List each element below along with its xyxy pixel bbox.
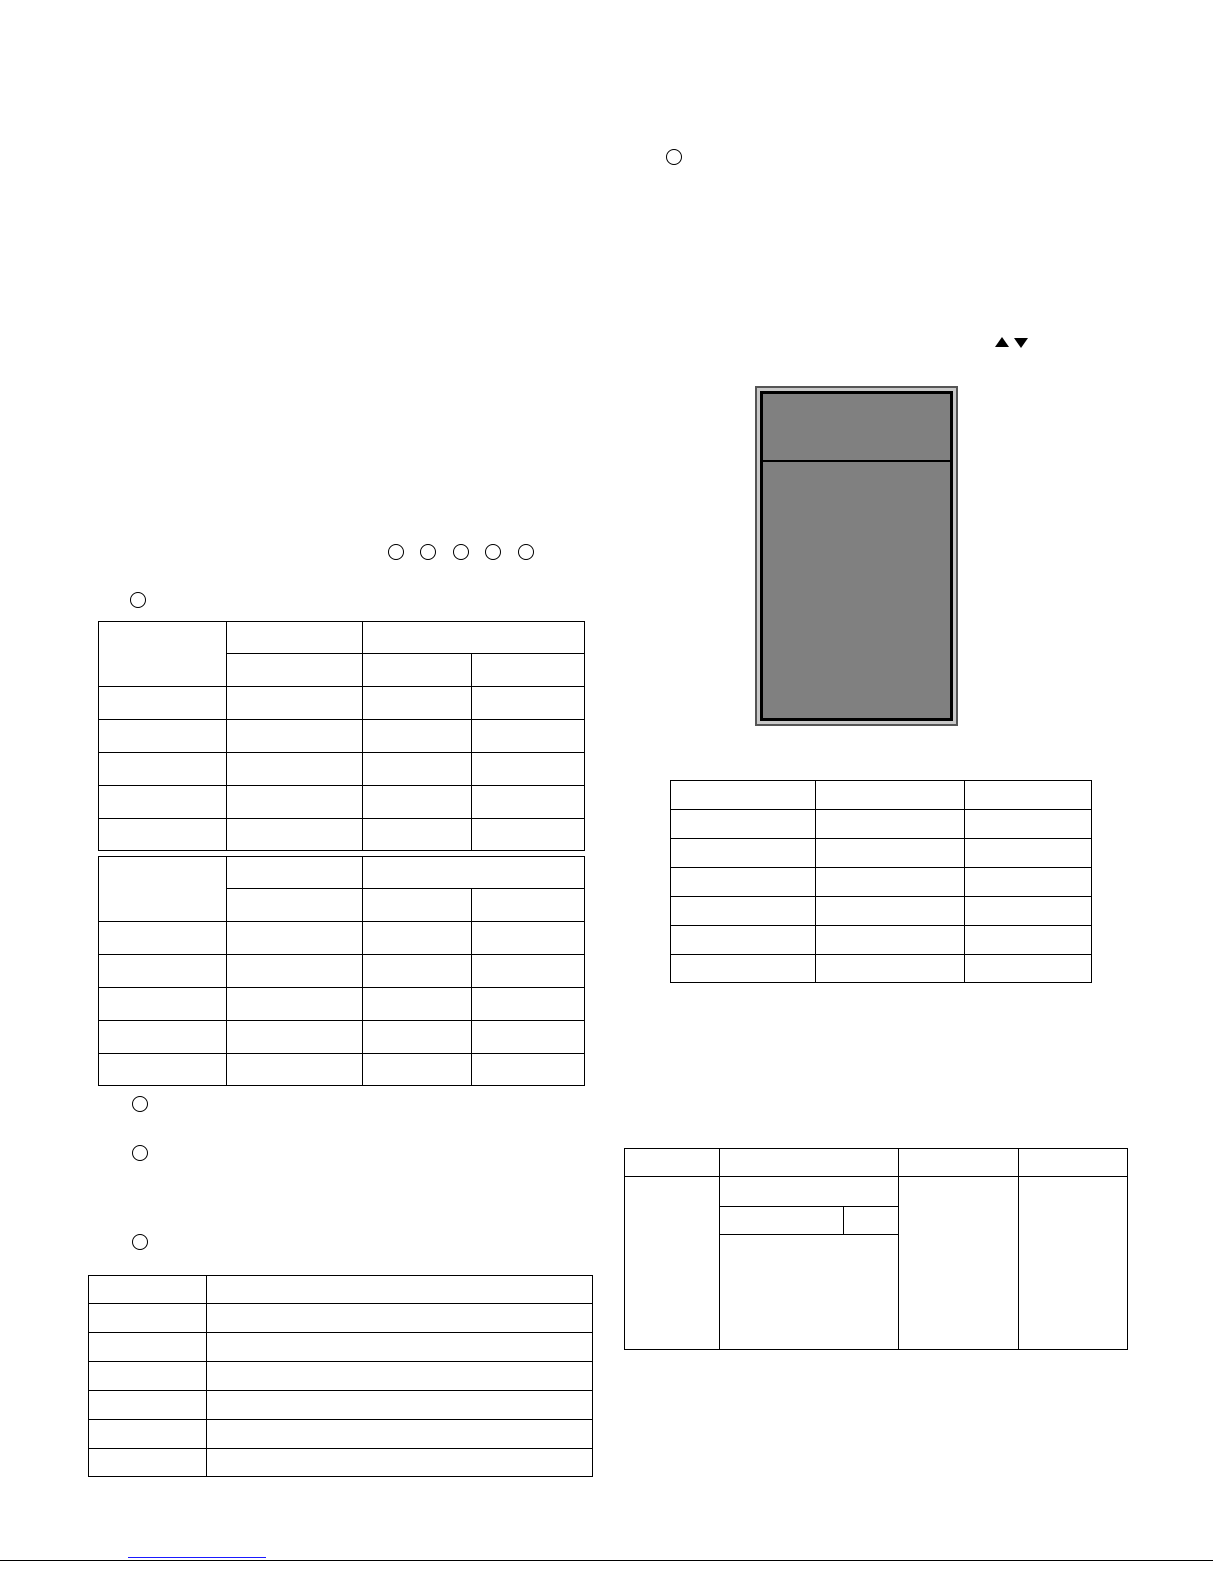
section-marker-a-icon	[130, 592, 146, 608]
marker-c-icon	[453, 544, 469, 560]
marker-b-icon	[420, 544, 436, 560]
up-arrow-icon	[995, 337, 1009, 347]
table-a1	[98, 621, 585, 851]
marker-legend	[388, 543, 534, 561]
footer-rule	[0, 1560, 1213, 1561]
section-marker-d-icon	[132, 1234, 148, 1250]
marker-e-icon	[518, 544, 534, 560]
section-marker-e-icon	[666, 149, 682, 165]
osd-divider	[763, 460, 950, 462]
down-arrow-icon	[1014, 338, 1028, 348]
table-a2	[98, 856, 585, 1086]
table-e2	[624, 1148, 1128, 1350]
footer-link[interactable]	[128, 1557, 266, 1558]
marker-a-icon	[388, 544, 404, 560]
table-d	[88, 1275, 593, 1477]
section-marker-c-icon	[132, 1145, 148, 1161]
osd-screen	[760, 391, 953, 721]
table-e1	[670, 780, 1092, 983]
osd-panel	[755, 386, 958, 726]
section-marker-b-icon	[132, 1096, 148, 1112]
marker-d-icon	[485, 544, 501, 560]
